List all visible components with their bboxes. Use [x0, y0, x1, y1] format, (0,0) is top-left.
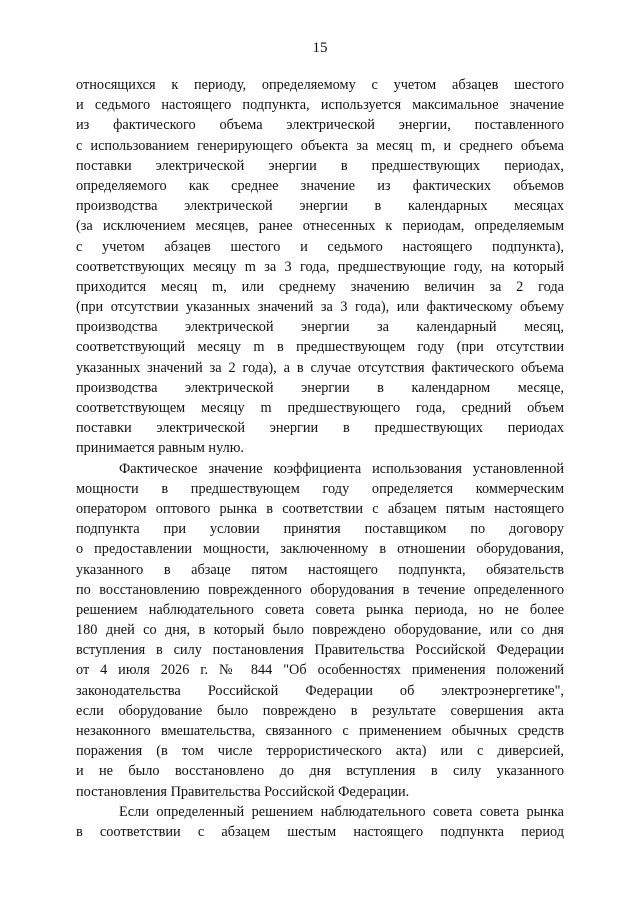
text-line: и седьмого настоящего подпункта, используется максимальное значение	[76, 97, 564, 114]
text-line: если оборудование было повреждено в результате совершения акта	[76, 702, 564, 719]
text-line: из фактического объема электрической энергии, поставленного	[76, 117, 564, 134]
text-line: (за исключением месяцев, ранее отнесенных к периодам, определяемым	[76, 218, 564, 235]
text-line: соответствующем месяцу m предшествующего года, средний объем	[76, 400, 564, 416]
text-line: соответствующих месяцу m за 3 года, предшествующие году, на который	[76, 258, 564, 275]
text-line: о предоставлении мощности, заключенному в отношении оборудования,	[76, 541, 564, 558]
paragraph	[76, 75, 564, 459]
page-number: 15	[312, 40, 328, 56]
text-line: приходится месяц m, или среднему значению величин за 2 года	[76, 278, 564, 295]
paragraph	[76, 459, 564, 802]
text-line: поставки электрической энергии в предшествующих периодах,	[76, 157, 564, 174]
text-line: законодательства Российской Федерации об электроэнергетике",	[76, 682, 564, 699]
text-line: подпункта при условии принятия поставщиком по договору	[76, 521, 564, 538]
text-line: мощности в предшествующем году определяется коммерческим	[76, 480, 564, 497]
text-line: поставки электрической энергии в предшествующих периодах	[76, 420, 564, 437]
text-line: (при отсутствии указанных значений за 3 года), или фактическому объему	[76, 299, 564, 316]
text-line: незаконного вмешательства, связанного с применением обычных средств	[76, 723, 564, 739]
text-line: с использованием генерирующего объекта за месяц m, и среднего объема	[76, 137, 564, 154]
text-line: в соответствии с абзацем шестым настоящего подпункта период	[76, 823, 564, 840]
text-line: принимается равным нулю.	[76, 440, 244, 457]
text-line: решением наблюдательного совета совета рынка периода, но не более	[76, 601, 564, 618]
text-line: с учетом абзацев шестого и седьмого настоящего подпункта),	[76, 238, 564, 255]
text-line: соответствующий месяцу m в предшествующем году (при отсутствии	[76, 339, 564, 356]
text-line: 180 дней со дня, в который было повреждено оборудование, или со дня	[76, 622, 564, 639]
text-line: производства электрической энергии в календарном месяце,	[76, 379, 564, 396]
text-line: от 4 июля 2026 г. № 844 "Об особенностях применения положений	[76, 662, 564, 679]
text-line: постановления Правительства Российской Федерации.	[76, 783, 410, 800]
text-line: оператором оптового рынка в соответствии с абзацем пятым настоящего	[76, 500, 564, 517]
text-line: поражения (в том числе террористического акта) или с диверсией,	[76, 743, 564, 760]
text-line: определяемого как среднее значение из фактических объемов	[76, 177, 564, 194]
text-line: вступления в силу постановления Правительства Российской Федерации	[76, 642, 564, 659]
text-line: указанных значений за 2 года), а в случае отсутствия фактического объема	[76, 359, 564, 376]
text-line: производства электрической энергии в календарных месяцах	[76, 198, 564, 215]
text-line: относящихся к периоду, определяемому с учетом абзацев шестого	[76, 77, 564, 93]
text-line: указанного в абзаце пятом настоящего подпункта, обязательств	[76, 561, 564, 578]
paragraph	[76, 802, 564, 842]
text-line: Фактическое значение коэффициента использования установленной	[119, 460, 564, 477]
text-line: и не было восстановлено до дня вступления в силу указанного	[76, 763, 564, 780]
text-line: производства электрической энергии за календарный месяц,	[76, 319, 564, 336]
text-line: Если определенный решением наблюдательного совета совета рынка	[119, 803, 564, 820]
document-body	[76, 75, 564, 842]
text-line: по восстановлению поврежденного оборудования в течение определенного	[76, 581, 564, 598]
